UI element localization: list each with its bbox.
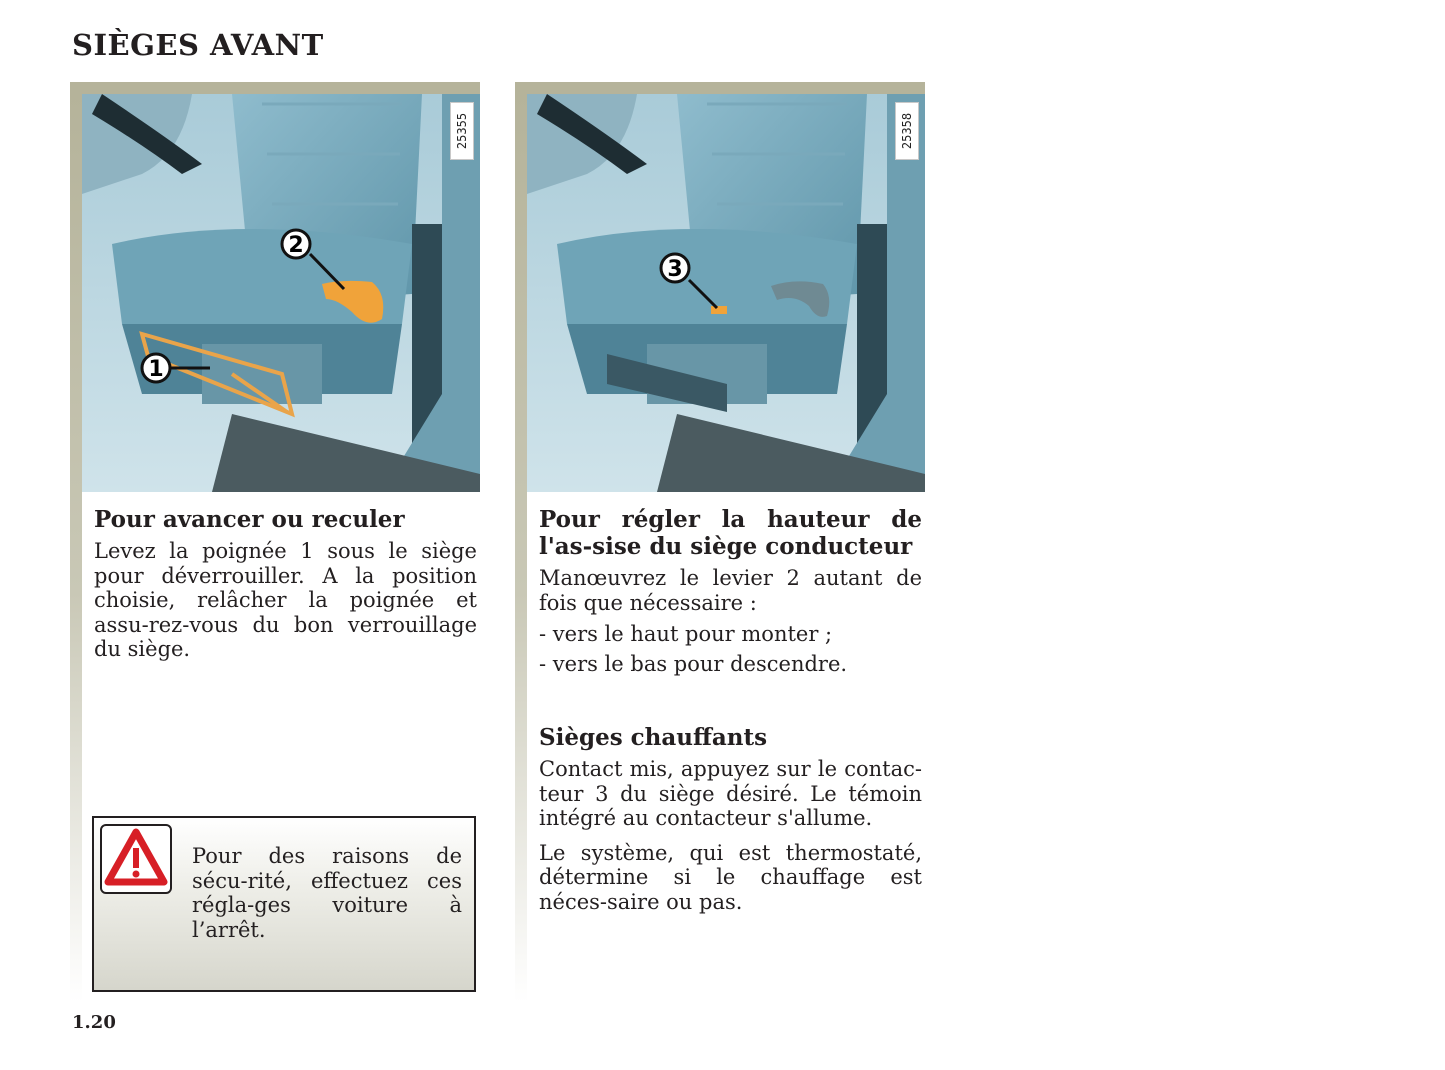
callout-2: 2	[288, 233, 304, 258]
heated-seats-section	[539, 724, 922, 924]
right-column	[515, 82, 925, 1002]
section-paragraph: Levez la poignée 1 sous le siège pour déverrouiller. A la position choisie, relâcher la poignée et assu-rez-vous du bon verrouillage du siège.	[94, 539, 477, 661]
section-heading: Pour régler la hauteur de l'as-sise du siège conducteur	[539, 506, 922, 560]
seat-slide-illustration	[82, 94, 480, 492]
section-heading: Sièges chauffants	[539, 724, 768, 751]
reference-number: 25355	[450, 102, 474, 160]
section-paragraph: Le système, qui est thermostaté, détermine si le chauffage est néces-saire ou pas.	[539, 840, 922, 914]
page-title: SIÈGES AVANT	[72, 28, 324, 62]
section-paragraph: Contact mis, appuyez sur le contac-teur 3 du siège désiré. Le témoin intégré au contacteur s'allume.	[539, 757, 922, 830]
list-item: - vers le bas pour descendre.	[539, 652, 848, 676]
slide-instructions	[94, 506, 477, 672]
adjustment-list	[539, 619, 922, 679]
reference-number: 25358	[895, 102, 919, 160]
height-instructions	[539, 506, 922, 679]
page-number: 1.20	[72, 1012, 116, 1033]
section-paragraph: Manœuvrez le levier 2 autant de fois que nécessaire :	[539, 566, 922, 615]
left-column	[70, 82, 480, 1002]
warning-text: Pour des raisons de sécu-rité, effectuez ces régla-ges voiture à l’arrêt.	[192, 844, 462, 942]
seat-height-illustration	[527, 94, 925, 492]
warning-triangle-icon	[100, 824, 172, 894]
safety-warning-box	[92, 816, 476, 992]
callout-1: 1	[148, 357, 164, 382]
section-heading: Pour avancer ou reculer	[94, 506, 405, 533]
callout-3: 3	[667, 257, 683, 282]
list-item: - vers le haut pour monter ;	[539, 622, 833, 646]
